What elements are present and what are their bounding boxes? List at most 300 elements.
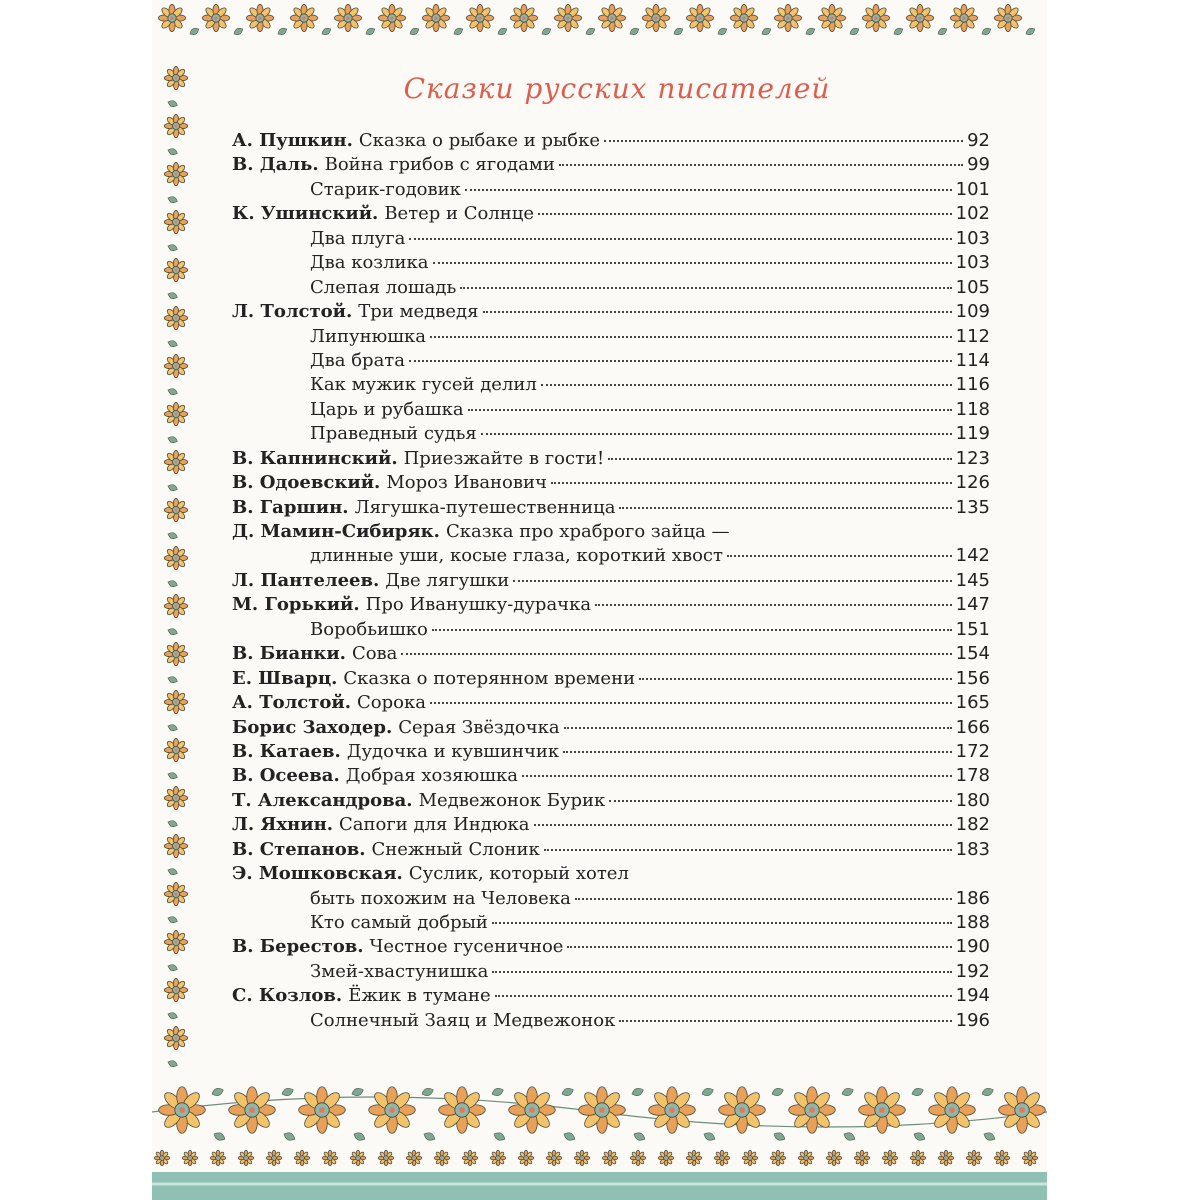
flower-ornament-icon: [1022, 1150, 1038, 1166]
toc-entry: [232, 422, 990, 446]
dot-leader: [430, 702, 952, 704]
toc-story-title: Три медведя: [358, 301, 479, 323]
leaf-ornament-icon: [282, 1131, 296, 1143]
leaf-ornament-icon: [771, 1087, 785, 1098]
dot-leader: [495, 995, 952, 997]
flower-ornament-icon: [649, 1087, 696, 1134]
flower-ornament-icon: [246, 4, 273, 31]
toc-author: В. Катаев.: [232, 740, 341, 762]
dot-leader: [575, 898, 952, 900]
toc-entry: [232, 642, 990, 666]
flower-ornament-icon: [862, 4, 889, 31]
toc-page-number: 102: [955, 203, 990, 225]
flower-ornament-icon: [602, 1150, 618, 1166]
dot-leader: [608, 458, 951, 460]
leaf-ornament-icon: [631, 1087, 645, 1098]
toc-page-number: 165: [955, 692, 990, 714]
dot-leader: [727, 555, 952, 557]
toc-entry: [232, 667, 990, 691]
dot-leader: [619, 507, 951, 509]
toc-entry: [232, 398, 990, 422]
flower-ornament-icon: [574, 1150, 590, 1166]
flower-ornament-icon: [350, 1150, 366, 1166]
flower-ornament-icon: [164, 66, 187, 89]
toc-story-title: Сказка о рыбаке и рыбке: [358, 130, 601, 151]
toc-page-number: 142: [955, 545, 990, 567]
flower-ornament-icon: [439, 1087, 486, 1134]
flower-ornament-icon: [164, 738, 187, 761]
dot-leader: [564, 727, 952, 729]
toc-story-title: Царь и рубашка: [310, 398, 464, 420]
toc-page-number: 101: [955, 178, 990, 200]
flower-ornament-icon: [462, 1150, 478, 1166]
leaf-ornament-icon: [321, 26, 333, 36]
flower-ornament-icon: [164, 546, 187, 569]
toc-story-title: Два козлика: [310, 252, 429, 274]
toc-author: В. Капнинский.: [232, 447, 398, 469]
flower-ornament-icon: [789, 1087, 836, 1134]
toc-author: Т. Александрова.: [232, 789, 413, 811]
toc-page-number: 119: [955, 423, 990, 445]
leaf-ornament-icon: [1025, 26, 1037, 36]
toc-entry: [232, 129, 990, 153]
flower-ornament-icon: [466, 4, 493, 31]
toc-author: В. Гаршин.: [232, 496, 349, 518]
dot-leader: [513, 580, 951, 582]
leaf-ornament-icon: [167, 387, 178, 396]
toc-page-number: 126: [955, 472, 990, 494]
toc-story-title: Два плуга: [310, 227, 406, 249]
dot-leader: [492, 922, 952, 924]
flower-ornament-icon: [164, 594, 187, 617]
toc-story-title: Про Иванушку-дурачка: [365, 594, 592, 616]
flower-ornament-icon: [630, 1150, 646, 1166]
flower-ornament-icon: [910, 1150, 926, 1166]
toc-page-number: 123: [955, 447, 990, 469]
flower-ornament-icon: [579, 1087, 626, 1134]
toc-story-title: Липунюшка: [310, 325, 426, 347]
leaf-ornament-icon: [702, 1131, 716, 1143]
toc-author: Д. Мамин-Сибиряк.: [232, 521, 440, 542]
toc-story-title: Мороз Иванович: [386, 472, 547, 494]
flower-ornament-icon: [294, 1150, 310, 1166]
toc-page-number: 180: [955, 789, 990, 811]
flower-ornament-icon: [854, 1150, 870, 1166]
toc-page-number: 135: [955, 496, 990, 518]
flower-ornament-icon: [238, 1150, 254, 1166]
dot-leader: [544, 849, 952, 851]
flower-ornament-icon: [159, 1087, 206, 1134]
flower-ornament-icon: [966, 1150, 982, 1166]
leaf-ornament-icon: [409, 26, 421, 36]
toc-story-title: Сказка про храброго зайца —: [445, 521, 730, 542]
toc-entry: [232, 1009, 990, 1033]
dot-leader: [483, 311, 952, 313]
toc-story-title: Медвежонок Бурик: [418, 789, 606, 811]
flower-ornament-icon: [490, 1150, 506, 1166]
dot-leader: [432, 629, 952, 631]
leaf-ornament-icon: [167, 435, 178, 444]
dot-leader: [595, 604, 952, 606]
toc-page-number: 166: [955, 716, 990, 738]
flower-ornament-icon: [642, 4, 669, 31]
toc-author: Л. Толстой.: [232, 301, 353, 323]
dot-leader: [534, 824, 952, 826]
leaf-ornament-icon: [281, 1087, 295, 1098]
leaf-ornament-icon: [277, 26, 289, 36]
leaf-ornament-icon: [167, 243, 178, 252]
toc-author: В. Бианки.: [232, 643, 346, 665]
flower-ornament-icon: [164, 1026, 187, 1049]
toc-page-number: 182: [955, 814, 990, 836]
dot-leader: [619, 1020, 951, 1022]
toc-story-title: быть похожим на Человека: [310, 887, 571, 909]
flower-ornament-icon: [598, 4, 625, 31]
leaf-ornament-icon: [491, 1087, 505, 1098]
toc-story-title: Дудочка и кувшинчик: [346, 740, 560, 762]
toc-page-number: 188: [955, 912, 990, 933]
flower-ornament-icon: [686, 4, 713, 31]
flower-ornament-icon: [906, 4, 933, 31]
leaf-ornament-icon: [189, 26, 201, 36]
flower-ornament-icon: [434, 1150, 450, 1166]
flower-ornament-icon: [714, 1150, 730, 1166]
toc-page-number: 99: [967, 154, 990, 176]
dot-leader: [522, 775, 952, 777]
leaf-ornament-icon: [167, 339, 178, 348]
toc-author: Л. Яхнин.: [232, 814, 334, 836]
flower-ornament-icon: [938, 1150, 954, 1166]
toc-story-title: Как мужик гусей делил: [310, 374, 537, 396]
leaf-ornament-icon: [561, 1087, 575, 1098]
flower-ornament-icon: [719, 1087, 766, 1134]
dot-leader: [567, 946, 951, 948]
toc-page-number: 114: [955, 349, 990, 371]
flower-ornament-icon: [882, 1150, 898, 1166]
flower-ornament-icon: [369, 1087, 416, 1134]
floral-border-bottom: [152, 1072, 1047, 1200]
toc-entry: [232, 813, 990, 837]
leaf-ornament-icon: [167, 483, 178, 492]
leaf-ornament-icon: [351, 1087, 365, 1098]
leaf-ornament-icon: [585, 26, 597, 36]
dot-leader: [401, 653, 951, 655]
toc-story-title: длинные уши, косые глаза, короткий хвост: [310, 545, 723, 567]
toc-story-title: Змей-хвастунишка: [310, 960, 489, 982]
toc-entry: [232, 838, 990, 862]
toc-story-title: Слепая лошадь: [310, 276, 457, 298]
flower-ornament-icon: [158, 4, 185, 31]
table-of-contents: [232, 129, 990, 1033]
toc-page-number: 147: [955, 594, 990, 616]
toc-page-number: 156: [955, 667, 990, 689]
leaf-ornament-icon: [629, 26, 641, 36]
toc-entry: [232, 373, 990, 397]
book-page: [152, 0, 1047, 1200]
toc-page-number: 178: [955, 765, 990, 787]
leaf-ornament-icon: [211, 1087, 225, 1098]
flower-ornament-icon: [509, 1087, 556, 1134]
leaf-ornament-icon: [541, 26, 553, 36]
toc-author: Л. Пантелеев.: [232, 569, 380, 591]
dot-leader: [541, 384, 952, 386]
leaf-ornament-icon: [167, 675, 178, 684]
toc-story-title: Добрая хозяюшка: [345, 765, 518, 787]
flower-ornament-icon: [518, 1150, 534, 1166]
dot-leader: [409, 238, 951, 240]
toc-story-title: Ёжик в тумане: [348, 985, 491, 1007]
toc-page-number: 192: [955, 960, 990, 982]
toc-page-number: 103: [955, 227, 990, 249]
toc-entry: [232, 618, 990, 642]
toc-page-number: 186: [955, 887, 990, 909]
leaf-ornament-icon: [167, 915, 178, 924]
toc-author: Е. Шварц.: [232, 667, 338, 689]
leaf-ornament-icon: [167, 99, 178, 108]
toc-story-title: Серая Звёздочка: [398, 716, 560, 738]
toc-story-title: Война грибов с ягодами: [324, 154, 555, 176]
flower-ornament-icon: [164, 978, 187, 1001]
floral-border-left: [152, 52, 208, 1072]
toc-story-title: Сапоги для Индюка: [339, 814, 530, 836]
toc-page-number: 92: [967, 130, 990, 151]
flower-ornament-icon: [322, 1150, 338, 1166]
toc-entry: [232, 227, 990, 251]
toc-story-title: Сорока: [357, 692, 426, 714]
toc-entry: [232, 153, 990, 177]
toc-page-number: 118: [955, 398, 990, 420]
flower-ornament-icon: [798, 1150, 814, 1166]
toc-story-title: Старик-годовик: [310, 178, 461, 200]
flower-ornament-icon: [164, 930, 187, 953]
leaf-ornament-icon: [167, 771, 178, 780]
leaf-ornament-icon: [849, 26, 861, 36]
toc-entry: [232, 325, 990, 349]
flower-ornament-icon: [658, 1150, 674, 1166]
toc-story-title: Приезжайте в гости!: [403, 447, 605, 469]
toc-story-title: Кто самый добрый: [310, 912, 488, 933]
toc-entry: [232, 984, 990, 1008]
flower-ornament-icon: [164, 882, 187, 905]
toc-entry: [232, 178, 990, 202]
toc-page-number: 183: [955, 838, 990, 860]
toc-story-title: Праведный судья: [310, 423, 477, 445]
flower-ornament-icon: [730, 4, 757, 31]
leaf-ornament-icon: [912, 1131, 926, 1143]
leaf-ornament-icon: [167, 531, 178, 540]
flower-ornament-icon: [154, 1150, 170, 1166]
leaf-ornament-icon: [761, 26, 773, 36]
leaf-ornament-icon: [167, 195, 178, 204]
dot-leader: [492, 971, 951, 973]
dot-leader: [604, 140, 963, 142]
toc-entry: [232, 447, 990, 471]
flower-ornament-icon: [546, 1150, 562, 1166]
toc-entry: [232, 202, 990, 226]
toc-entry: [232, 520, 990, 544]
flower-ornament-icon: [229, 1087, 276, 1134]
flower-ornament-icon: [770, 1150, 786, 1166]
leaf-ornament-icon: [167, 1059, 178, 1068]
leaf-ornament-icon: [841, 1087, 855, 1098]
leaf-ornament-icon: [562, 1131, 576, 1143]
toc-page-number: 190: [955, 936, 990, 958]
flower-ornament-icon: [299, 1087, 346, 1134]
flower-ornament-icon: [266, 1150, 282, 1166]
toc-story-title: Солнечный Заяц и Медвежонок: [310, 1009, 616, 1031]
toc-story-title: Две лягушки: [385, 569, 510, 591]
leaf-ornament-icon: [492, 1131, 506, 1143]
flower-ornament-icon: [164, 690, 187, 713]
toc-page-number: 172: [955, 740, 990, 762]
toc-page-number: 145: [955, 569, 990, 591]
leaf-ornament-icon: [167, 1011, 178, 1020]
leaf-ornament-icon: [937, 26, 949, 36]
dot-leader: [639, 678, 952, 680]
toc-page-number: 151: [955, 618, 990, 640]
toc-author: В. Даль.: [232, 154, 319, 176]
dot-leader: [538, 213, 952, 215]
leaf-ornament-icon: [893, 26, 905, 36]
flower-ornament-icon: [406, 1150, 422, 1166]
toc-author: С. Козлов.: [232, 985, 343, 1007]
toc-entry: [232, 716, 990, 740]
toc-page-number: 116: [955, 374, 990, 396]
toc-author: А. Толстой.: [232, 692, 352, 714]
flower-ornament-icon: [202, 4, 229, 31]
dot-leader: [430, 336, 952, 338]
toc-entry: [232, 691, 990, 715]
flower-ornament-icon: [554, 4, 581, 31]
flower-ornament-icon: [950, 4, 977, 31]
toc-entry: [232, 349, 990, 373]
flower-ornament-icon: [859, 1087, 906, 1134]
dot-leader: [460, 287, 951, 289]
leaf-ornament-icon: [497, 26, 509, 36]
leaf-ornament-icon: [453, 26, 465, 36]
dot-leader: [433, 262, 952, 264]
flower-ornament-icon: [378, 1150, 394, 1166]
leaf-ornament-icon: [167, 723, 178, 732]
toc-author: Борис Заходер.: [232, 716, 393, 738]
toc-story-title: Два брата: [310, 349, 406, 371]
leaf-ornament-icon: [911, 1087, 925, 1098]
flower-ornament-icon: [826, 1150, 842, 1166]
floral-border-top: [152, 0, 1047, 52]
toc-page-number: 103: [955, 252, 990, 274]
toc-story-title: Сова: [351, 643, 398, 665]
toc-author: Э. Мошковская.: [232, 863, 403, 885]
flower-ornament-icon: [164, 642, 187, 665]
dot-leader: [481, 433, 952, 435]
flower-ornament-icon: [164, 162, 187, 185]
leaf-ornament-icon: [212, 1131, 226, 1143]
flower-ornament-icon: [164, 786, 187, 809]
toc-entry: [232, 862, 990, 886]
flower-ornament-icon: [510, 4, 537, 31]
toc-entry: [232, 887, 990, 911]
toc-entry: [232, 276, 990, 300]
leaf-ornament-icon: [717, 26, 729, 36]
toc-page-number: 112: [955, 325, 990, 347]
toc-page-number: 196: [955, 1009, 990, 1031]
dot-leader: [465, 189, 952, 191]
flower-ornament-icon: [164, 258, 187, 281]
flower-ornament-icon: [994, 1150, 1010, 1166]
leaf-ornament-icon: [167, 819, 178, 828]
leaf-ornament-icon: [167, 867, 178, 876]
flower-ornament-icon: [818, 4, 845, 31]
flower-ornament-icon: [164, 114, 187, 137]
toc-entry: [232, 569, 990, 593]
leaf-ornament-icon: [701, 1087, 715, 1098]
toc-story-title: Суслик, который хотел: [408, 863, 629, 885]
dot-leader: [409, 360, 952, 362]
leaf-ornament-icon: [842, 1131, 856, 1143]
leaf-ornament-icon: [365, 26, 377, 36]
leaf-ornament-icon: [422, 1131, 436, 1143]
dot-leader: [468, 409, 952, 411]
leaf-ornament-icon: [352, 1131, 366, 1143]
flower-ornament-icon: [929, 1087, 976, 1134]
flower-ornament-icon: [182, 1150, 198, 1166]
toc-author: А. Пушкин.: [232, 130, 353, 151]
toc-page-number: 109: [955, 301, 990, 323]
toc-page-number: 154: [955, 643, 990, 665]
dot-leader: [551, 482, 952, 484]
toc-story-title: Лягушка-путешественница: [354, 496, 616, 518]
toc-story-title: Ветер и Солнце: [384, 203, 535, 225]
leaf-ornament-icon: [167, 291, 178, 300]
flower-ornament-icon: [164, 210, 187, 233]
leaf-ornament-icon: [981, 26, 993, 36]
leaf-ornament-icon: [233, 26, 245, 36]
toc-entry: [232, 300, 990, 324]
toc-page-number: 105: [955, 276, 990, 298]
leaf-ornament-icon: [421, 1087, 435, 1098]
toc-entry: [232, 960, 990, 984]
toc-entry: [232, 471, 990, 495]
toc-entry: [232, 544, 990, 568]
toc-page-number: 194: [955, 985, 990, 1007]
dot-leader: [559, 164, 963, 166]
leaf-ornament-icon: [167, 147, 178, 156]
flower-ornament-icon: [164, 834, 187, 857]
leaf-ornament-icon: [805, 26, 817, 36]
toc-entry: [232, 935, 990, 959]
leaf-ornament-icon: [673, 26, 685, 36]
flower-ornament-icon: [422, 4, 449, 31]
flower-ornament-icon: [164, 306, 187, 329]
dot-leader: [563, 751, 951, 753]
flower-ornament-icon: [774, 4, 801, 31]
flower-ornament-icon: [999, 1087, 1046, 1134]
toc-entry: [232, 911, 990, 935]
toc-entry: [232, 251, 990, 275]
toc-author: В. Осеева.: [232, 765, 340, 787]
toc-author: М. Горький.: [232, 594, 360, 616]
flower-ornament-icon: [164, 450, 187, 473]
toc-entry: [232, 740, 990, 764]
flower-ornament-icon: [334, 4, 361, 31]
flower-ornament-icon: [164, 354, 187, 377]
toc-entry: [232, 496, 990, 520]
toc-author: В. Берестов.: [232, 936, 364, 958]
flower-ornament-icon: [164, 498, 187, 521]
flower-ornament-icon: [994, 4, 1021, 31]
flower-ornament-icon: [164, 402, 187, 425]
toc-author: В. Степанов.: [232, 838, 366, 860]
